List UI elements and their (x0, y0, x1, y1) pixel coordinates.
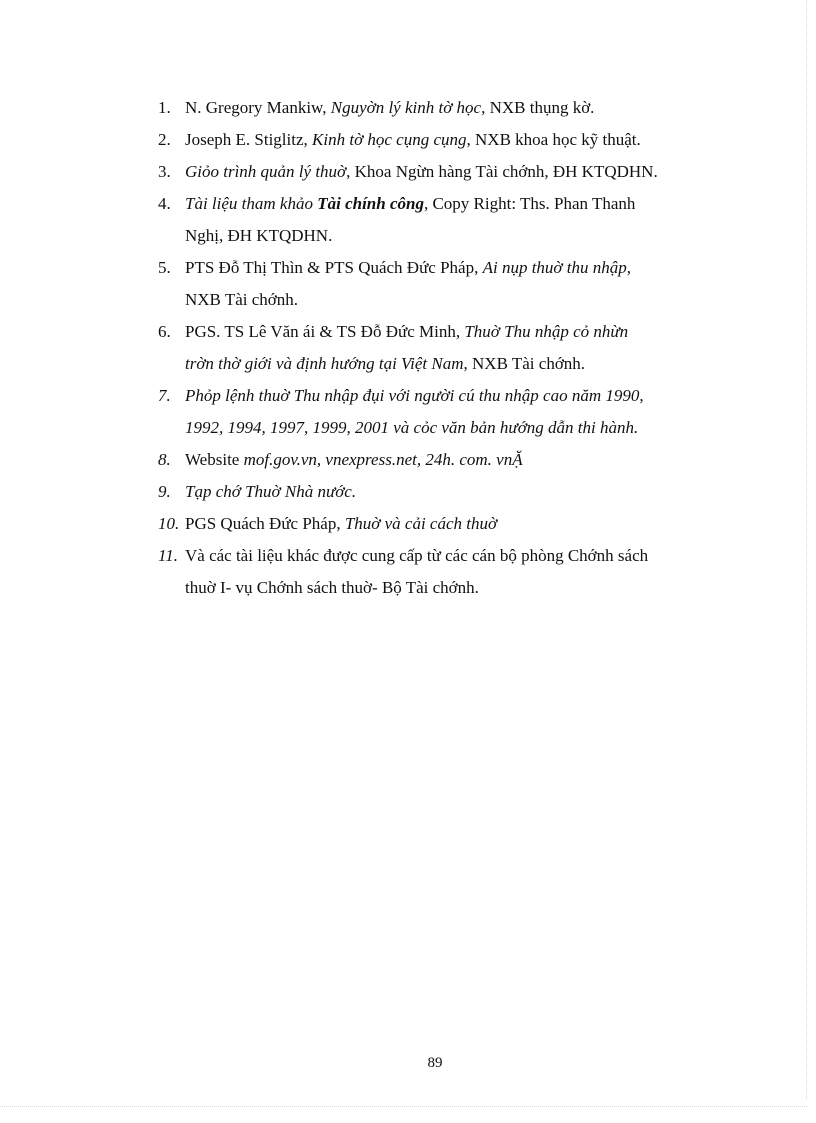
reference-title: mof.gov.vn, vnexpress.net, 24h. com. vnẶ (243, 450, 523, 469)
reference-number: 10. (158, 514, 180, 533)
reference-line (185, 220, 718, 252)
reference-number: 5. (158, 258, 171, 277)
reference-line (185, 252, 718, 284)
reference-line (185, 124, 718, 156)
reference-title: Kinh tờ học cụng cụng (312, 130, 467, 149)
reference-text: , NXB thụng kờ. (481, 98, 595, 117)
reference-title: Phỏp lệnh thuờ Thu nhập đụi với người cú thu nhập cao năm 1990, (185, 386, 644, 405)
page-edge-bottom (0, 1106, 807, 1107)
reference-text: , Copy Right: Ths. Phan Thanh (423, 194, 636, 213)
reference-number: 4. (158, 194, 171, 213)
reference-item (158, 540, 718, 604)
reference-number: 7. (158, 386, 171, 405)
reference-line (185, 284, 718, 316)
reference-text: N. Gregory Mankiw, (185, 98, 331, 117)
reference-item (158, 444, 718, 476)
reference-line (185, 92, 718, 124)
reference-line (185, 572, 718, 604)
reference-number: 3. (158, 162, 171, 181)
page-edge-right (806, 0, 807, 1099)
reference-line (185, 444, 718, 476)
reference-line (185, 380, 718, 412)
reference-text: PGS. TS Lê Văn ái & TS Đỗ Đức Minh, (185, 322, 465, 341)
reference-text: Website (185, 450, 244, 469)
reference-title: Thuờ và cải cách thuờ (344, 514, 498, 533)
reference-number: 11. (158, 546, 178, 565)
reference-line (185, 316, 718, 348)
reference-title: Tài liệu tham khảo (185, 194, 318, 213)
reference-text: thuờ I- vụ Chớnh sách thuờ- Bộ Tài chớnh. (185, 578, 479, 597)
reference-title-bold: Tài chính công (317, 194, 424, 213)
reference-text: PGS Quách Đức Pháp, (185, 514, 345, 533)
reference-title: Ai nụp thuờ thu nhập (482, 258, 627, 277)
reference-line (185, 156, 718, 188)
reference-text: PTS Đỗ Thị Thìn & PTS Quách Đức Pháp, (185, 258, 483, 277)
reference-title: Tạp chớ Thuờ Nhà nước. (185, 482, 357, 501)
reference-text: , Khoa Ngừn hàng Tài chớnh, ĐH KTQDHN. (346, 162, 658, 181)
reference-number: 8. (158, 450, 171, 469)
reference-line (185, 348, 718, 380)
reference-text: , (626, 258, 631, 277)
reference-text: , NXB khoa học kỹ thuật. (466, 130, 641, 149)
reference-item (158, 252, 718, 316)
page-number: 89 (427, 1055, 443, 1071)
reference-item (158, 508, 718, 540)
reference-item (158, 380, 718, 444)
reference-text: NXB Tài chớnh. (185, 290, 299, 309)
reference-line (185, 476, 718, 508)
reference-text: Joseph E. Stiglitz, (185, 130, 313, 149)
reference-line (185, 412, 718, 444)
reference-text: Và các tài liệu khác được cung cấp từ các cán bộ phòng Chớnh sách (185, 546, 649, 565)
reference-line (185, 540, 718, 572)
reference-line (185, 188, 718, 220)
reference-number: 9. (158, 482, 171, 501)
reference-text: , NXB Tài chớnh. (463, 354, 586, 373)
reference-number: 2. (158, 130, 171, 149)
reference-item (158, 316, 718, 380)
reference-number: 1. (158, 98, 171, 117)
reference-title: Thuờ Thu nhập cỏ nhừn (464, 322, 629, 341)
reference-title: Giỏo trình quản lý thuờ (185, 162, 347, 181)
reference-item (158, 156, 718, 188)
reference-line (185, 508, 718, 540)
reference-item (158, 124, 718, 156)
reference-title: Nguyờn lý kinh tờ học (330, 98, 482, 117)
reference-item (158, 476, 718, 508)
reference-title: trờn thờ giới và định hướng tại Việt Nam (185, 354, 464, 373)
reference-list (158, 92, 718, 604)
reference-number: 6. (158, 322, 171, 341)
reference-title: 1992, 1994, 1997, 1999, 2001 và cỏc văn bản hướng dẫn thi hành. (185, 418, 639, 437)
reference-item (158, 188, 718, 252)
reference-text: Nghị, ĐH KTQDHN. (185, 226, 333, 245)
reference-item (158, 92, 718, 124)
